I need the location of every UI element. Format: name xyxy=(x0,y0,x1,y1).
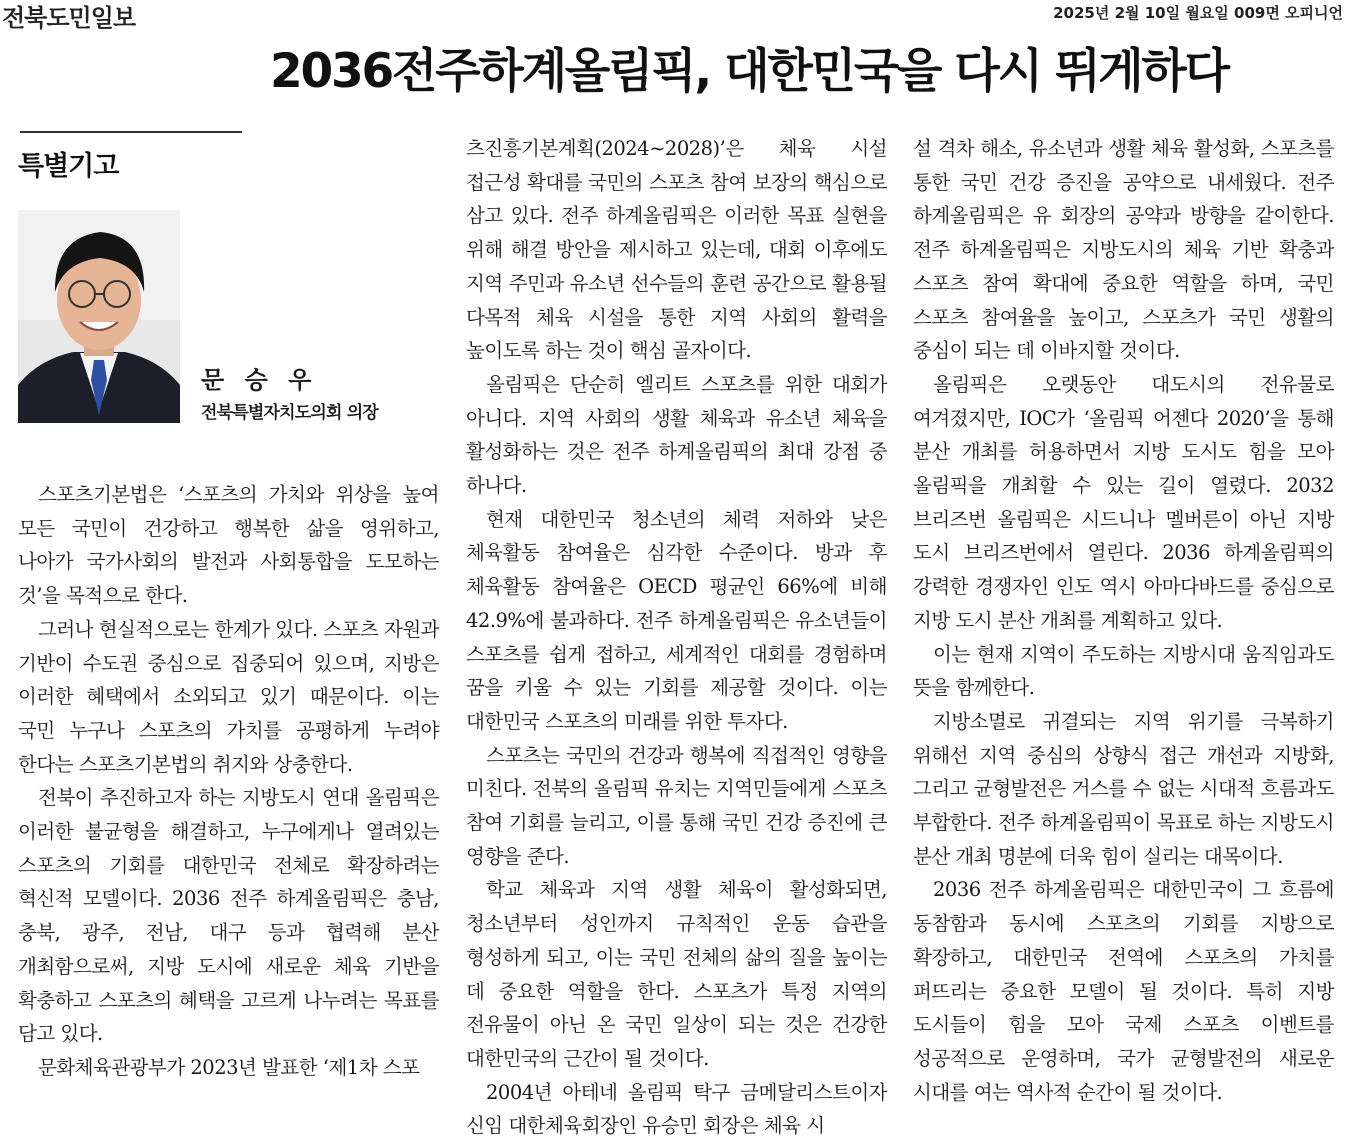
article-paragraph: 전북이 추진하고자 하는 지방도시 연대 올림픽은 이러한 불균형을 해결하고, 누구에게나 열려있는 스포츠의 기회를 대한민국 전체로 확장하려는 혁신적 모델이다. 2036 전주 하계올림픽은 충남, 충북, 광주, 전남, 대구 등과 협력해 분산 개최함으로써, 지방 도시에 새로운 체육 기반을 확충하고 스포츠의 혜택을 고르게 나누려는 목표를 담고 있다. xyxy=(18,786,439,1046)
article-column-2 xyxy=(466,132,887,1143)
article-paragraph: 스포츠는 국민의 건강과 행복에 직접적인 영향을 미친다. 전북의 올림픽 유치는 지역민들에게 스포츠 참여 기회를 늘리고, 이를 통해 국민 건강 증진에 큰 영향을 준다. xyxy=(466,743,887,868)
author-portrait-image xyxy=(18,210,180,423)
article-paragraph: 이는 현재 지역이 주도하는 지방시대 움직임과도 뜻을 함께한다. xyxy=(913,642,1334,700)
article-paragraph: 올림픽은 단순히 엘리트 스포츠를 위한 대회가 아니다. 지역 사회의 생활 체육과 유소년 체육을 활성화하는 것은 전주 하계올림픽의 최대 강점 중 하나다. xyxy=(466,372,887,498)
article-paragraph: 현재 대한민국 청소년의 체력 저하와 낮은 체육활동 참여율은 심각한 수준이다. 방과 후 체육활동 참여율은 OECD 평균인 66%에 비해 42.9%에 불과하다. 전주 하계올림픽은 유소년들이 스포츠를 쉽게 접하고, 세계적인 대회를 경험하며 꿈을 키울 수 있는 기회를 제공할 것이다. 이는 대한민국 스포츠의 미래를 위한 투자다. xyxy=(466,507,887,733)
article-paragraph: 츠진흥기본계획(2024∼2028)’은 체육 시설 접근성 확대를 국민의 스포츠 참여 보장의 핵심으로 삼고 있다. 전주 하계올림픽은 이러한 목표 실현을 위해 해결 방안을 제시하고 있는데, 대회 이후에도 지역 주민과 유소년 선수들의 훈련 공간으로 활용될 다목적 체육 시설을 통한 지역 사회의 활력을 높이도록 하는 것이 핵심 골자이다. xyxy=(466,137,887,363)
article-column-3 xyxy=(913,132,1334,1109)
author-portrait xyxy=(18,210,180,423)
issue-info: 2025년 2월 10일 월요일 009면 오피니언 xyxy=(1053,4,1343,22)
section-rule xyxy=(20,131,242,133)
paper-name: 전북도민일보 xyxy=(2,3,136,32)
article-paragraph: 스포츠기본법은 ‘스포츠의 가치와 위상을 높여 모든 국민이 건강하고 행복한 삶을 영위하고, 나아가 국가사회의 발전과 사회통합을 도모하는 것’을 목적으로 한다. xyxy=(18,483,439,608)
author-name: 문 승 우 xyxy=(201,366,318,394)
article-paragraph: 학교 체육과 지역 생활 체육이 활성화되면, 청소년부터 성인까지 규칙적인 운동 습관을 형성하게 되고, 이는 국민 전체의 삶의 질을 높이는 데 중요한 역할을 한다. 스포츠가 특정 지역의 전유물이 아닌 온 국민 일상이 되는 것은 건강한 대한민국의 근간이 될 것이다. xyxy=(466,878,887,1070)
masthead xyxy=(0,0,1349,32)
article-paragraph: 지방소멸로 귀결되는 지역 위기를 극복하기 위해선 지역 중심의 상향식 접근 개선과 지방화, 그리고 균형발전은 거스를 수 없는 시대적 흐름과도 부합한다. 전주 하계올림픽이 목표로 하는 지방도시 분산 개최 명분에 더욱 힘이 실리는 대목이다. xyxy=(913,709,1334,868)
article-paragraph: 2036 전주 하계올림픽은 대한민국이 그 흐름에 동참함과 동시에 스포츠의 기회를 지방으로 확장하고, 대한민국 전역에 스포츠의 가치를 퍼뜨리는 중요한 모델이 될 것이다. 특히 지방 도시들이 힘을 모아 국제 스포츠 이벤트를 성공적으로 운영하며, 국가 균형발전의 새로운 시대를 여는 역사적 순간이 될 것이다. xyxy=(913,878,1334,1104)
article-paragraph: 문화체육관광부가 2023년 발표한 ‘제1차 스포 xyxy=(38,1055,420,1079)
author-title: 전북특별자치도의회 의장 xyxy=(201,403,378,423)
article-column-1 xyxy=(18,478,439,1085)
article-paragraph: 설 격차 해소, 유소년과 생활 체육 활성화, 스포츠를 통한 국민 건강 증진을 공약으로 내세웠다. 전주 하계올림픽은 유 회장의 공약과 방향을 같이한다. 전주 하계올림픽은 지방도시의 체육 기반 확충과 스포츠 참여 확대에 중요한 역할을 하며, 국민 스포츠 참여율을 높이고, 스포츠가 국민 생활의 중심이 되는 데 이바지할 것이다. xyxy=(913,137,1334,363)
article-paragraph: 2004년 아테네 올림픽 탁구 금메달리스트이자 신임 대한체육회장인 유승민 회장은 체육 시 xyxy=(466,1080,887,1138)
article-paragraph: 그러나 현실적으로는 한계가 있다. 스포츠 자원과 기반이 수도권 중심으로 집중되어 있으며, 지방은 이러한 혜택에서 소외되고 있기 때문이다. 이는 국민 누구나 스포츠의 가치를 공평하게 누려야 한다는 스포츠기본법의 취지와 상충한다. xyxy=(18,617,439,776)
headline: 2036전주하계올림픽, 대한민국을 다시 뛰게하다 xyxy=(270,44,1228,99)
section-label: 특별기고 xyxy=(18,151,119,182)
article-paragraph: 올림픽은 오랫동안 대도시의 전유물로 여겨졌지만, IOC가 ‘올림픽 어젠다 2020’을 통해 분산 개최를 허용하면서 지방 도시도 힘을 모아 올림픽을 개최할 수 있는 길이 열렸다. 2032 브리즈번 올림픽은 시드니나 멜버른이 아닌 지방 도시 브리즈번에서 열린다. 2036 하계올림픽의 강력한 경쟁자인 인도 역시 아마다바드를 중심으로 지방 도시 분산 개최를 계획하고 있다. xyxy=(913,372,1334,632)
